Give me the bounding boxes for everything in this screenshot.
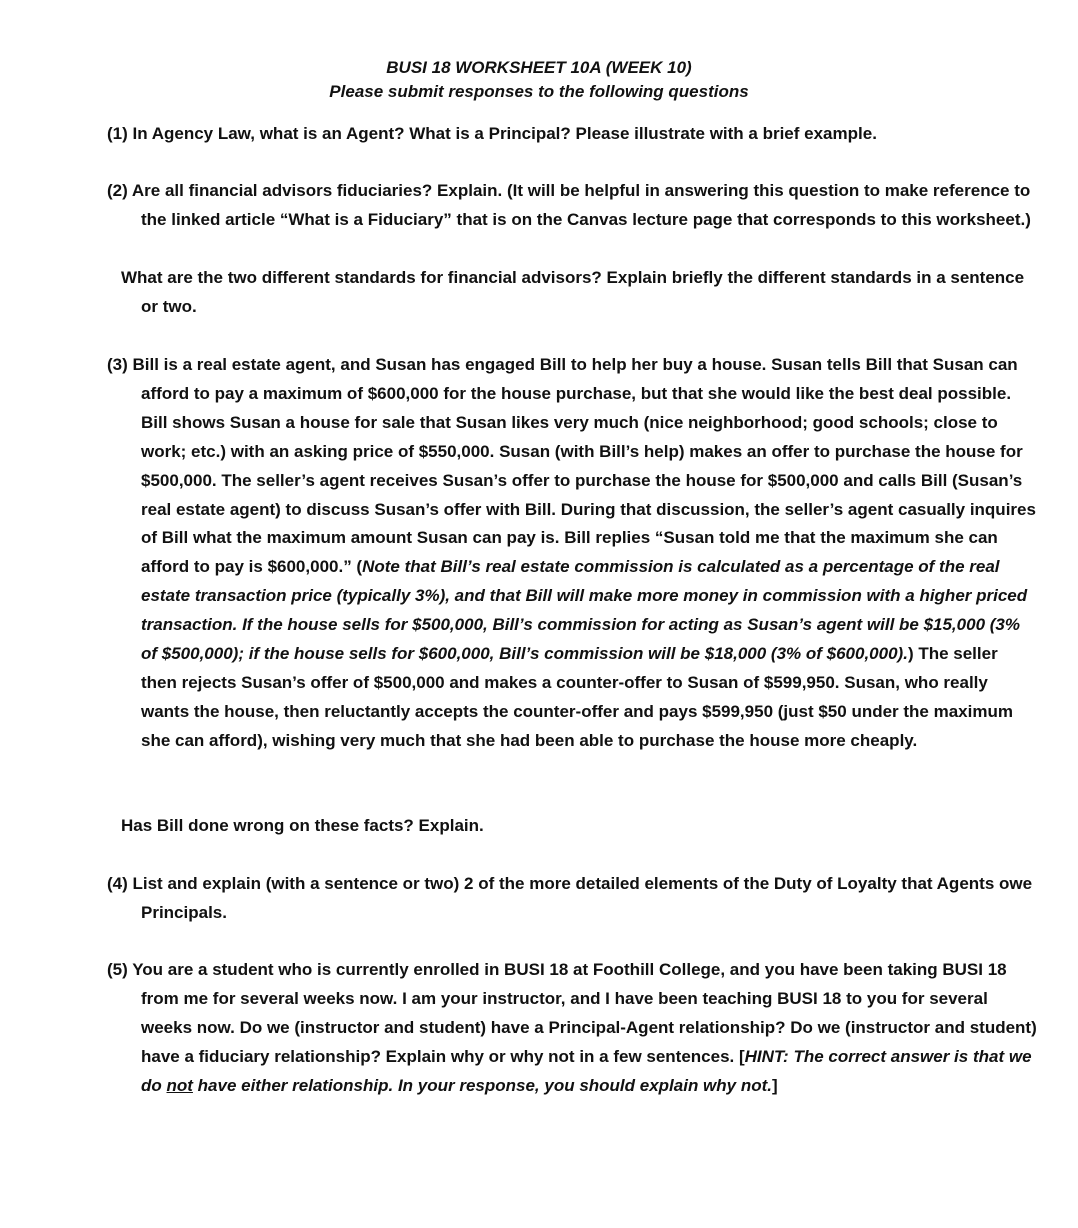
worksheet-subtitle: Please submit responses to the following questions [329, 82, 749, 101]
worksheet-title: BUSI 18 WORKSHEET 10A (WEEK 10) [386, 58, 692, 77]
question-2: (2) Are all financial advisors fiduciaries? Explain. (It will be helpful in answering this question to make reference to the linked article “What is a Fiduciary” that is on the Canvas lecture page that corresponds to this worksheet.) [107, 181, 1031, 229]
question-5-hint-part1: HINT: The correct answer is that we do [141, 1046, 1032, 1095]
question-5-text: (5) You are a student who is currently enrolled in BUSI 18 at Foothill College, and you have been taking BUSI 18 from me for several weeks now. I am your instructor, and I have been teaching BUSI 18 to you for several weeks now. Do we (instructor and student) have a Principal-Agent relationship? Do we (instructor and student) have a fiduciary relationship? Explain why or why not in a few sentences. [ [107, 960, 1037, 1066]
question-5-hint-underline: not [166, 1075, 193, 1095]
question-5-hint-part2: have either relationship. In your response, you should explain why not. [192, 1075, 772, 1095]
question-3-commission-note: Note that Bill’s real estate commission is calculated as a percentage of the real estate transaction price (typically 3%), and that Bill will make more money in commission with a higher priced transaction. If the house sells for $500,000, Bill’s commission for acting as Susan’s agent will be $15,000 (3% of $500,000); if the house sells for $600,000, Bill’s commission will be $18,000 (3% of $600,000). [141, 557, 1028, 664]
question-5 [107, 956, 1037, 1101]
question-4: (4) List and explain (with a sentence or two) 2 of the more detailed elements of the Duty of Loyalty that Agents owe Principals. [107, 874, 1033, 922]
question-3-followup: Has Bill done wrong on these facts? Explain. [121, 816, 484, 835]
question-3-text-part1: (3) Bill is a real estate agent, and Susan has engaged Bill to help her buy a house. Susan tells Bill that Susan can afford to pay a maximum of $600,000 for the house purchase, but that she would like the best deal possible. Bill shows Susan a house for sale that Susan likes very much (nice neighborhood; good schools; close to work; etc.) with an asking price of $550,000. Susan (with Bill’s help) makes an offer to purchase the house for $500,000. The seller’s agent receives Susan’s offer to purchase the house for $500,000 and calls Bill (Susan’s real estate agent) to discuss Susan’s offer with Bill. During that discussion, the seller’s agent casually inquires of Bill what the maximum amount Susan can pay is. Bill replies “Susan told me that the maximum she can afford to pay is $600,000.” ( [107, 355, 1036, 577]
question-3-text-part2: ) The seller then rejects Susan’s offer of $500,000 and makes a counter-offer to Susan of $599,950. Susan, who really wants the house, then reluctantly accepts the counter-offer and pays $599,950 (just $50 under the maximum she can afford), wishing very much that she had been able to purchase the house more cheaply. [141, 644, 1013, 750]
question-2-followup: What are the two different standards for financial advisors? Explain briefly the different standards in a sentence or two. [121, 268, 1025, 316]
question-5-closing-bracket: ] [772, 1075, 778, 1095]
question-1: (1) In Agency Law, what is an Agent? What is a Principal? Please illustrate with a brief example. [107, 124, 877, 143]
question-3 [107, 351, 1037, 756]
